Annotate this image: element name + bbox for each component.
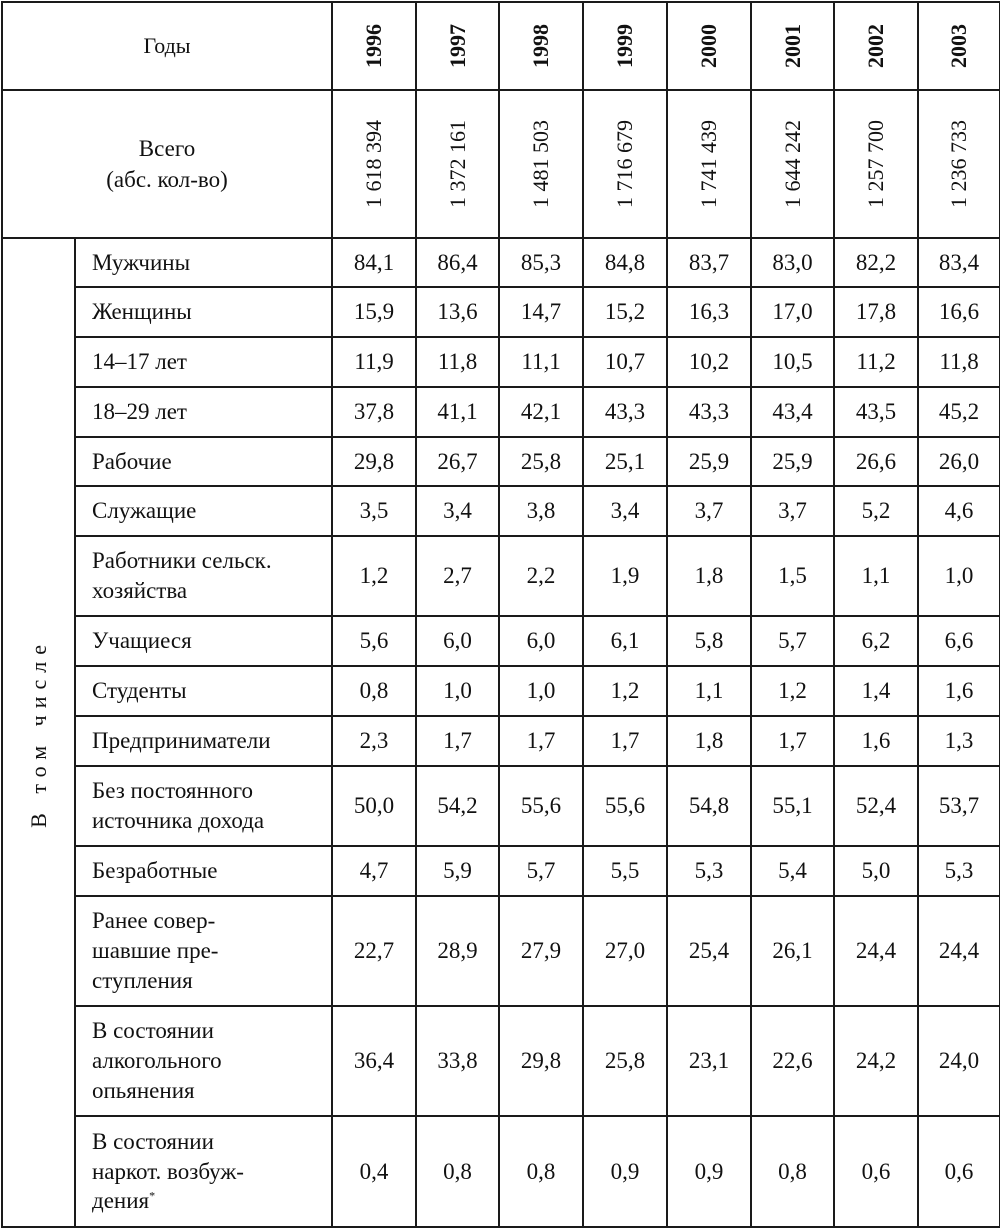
category-label xyxy=(75,846,332,896)
data-row xyxy=(2,536,1000,616)
statistics-table xyxy=(1,1,1000,1228)
value-cell: 1,7 xyxy=(751,716,834,766)
value-cell: 3,5 xyxy=(332,486,416,536)
value-cell: 6,0 xyxy=(499,616,583,666)
value-cell: 5,4 xyxy=(751,846,834,896)
total-value: 1 236 733 xyxy=(946,120,972,208)
value-cell: 26,0 xyxy=(918,437,1000,486)
value-cell: 11,2 xyxy=(834,337,918,387)
value-cell: 84,1 xyxy=(332,238,416,287)
category-label-line xyxy=(92,1157,331,1187)
value-cell: 28,9 xyxy=(416,896,499,1006)
value-cell: 1,0 xyxy=(499,666,583,716)
value-cell: 24,2 xyxy=(834,1006,918,1116)
value-cell: 26,1 xyxy=(751,896,834,1006)
category-label xyxy=(75,486,332,536)
value-cell: 25,4 xyxy=(667,896,751,1006)
value-cell: 11,8 xyxy=(918,337,1000,387)
data-row xyxy=(2,437,1000,486)
category-label-text: Студенты xyxy=(92,678,187,704)
year-label: 2003 xyxy=(946,24,972,68)
value-cell: 5,7 xyxy=(499,846,583,896)
value-cell: 36,4 xyxy=(332,1006,416,1116)
value-cell: 6,1 xyxy=(583,616,667,666)
value-cell: 37,8 xyxy=(332,387,416,437)
value-cell: 5,8 xyxy=(667,616,751,666)
value-cell: 0,8 xyxy=(751,1116,834,1227)
value-cell: 22,7 xyxy=(332,896,416,1006)
value-cell: 25,8 xyxy=(499,437,583,486)
value-cell: 11,9 xyxy=(332,337,416,387)
total-value-cell xyxy=(416,90,499,238)
value-cell: 14,7 xyxy=(499,287,583,337)
category-label-line xyxy=(92,1186,331,1216)
category-label-line xyxy=(92,726,331,756)
year-label: 1996 xyxy=(361,24,387,68)
value-cell: 1,8 xyxy=(667,536,751,616)
value-cell: 11,8 xyxy=(416,337,499,387)
category-label xyxy=(75,766,332,846)
data-row xyxy=(2,716,1000,766)
value-cell: 41,1 xyxy=(416,387,499,437)
category-label xyxy=(75,666,332,716)
category-label xyxy=(75,238,332,287)
total-value-cell xyxy=(583,90,667,238)
value-cell: 1,0 xyxy=(918,536,1000,616)
value-cell: 3,7 xyxy=(667,486,751,536)
category-label-line xyxy=(92,676,331,706)
value-cell: 27,9 xyxy=(499,896,583,1006)
value-cell: 23,1 xyxy=(667,1006,751,1116)
data-row xyxy=(2,1006,1000,1116)
total-value-cell xyxy=(918,90,1000,238)
category-label xyxy=(75,287,332,337)
value-cell: 83,4 xyxy=(918,238,1000,287)
value-cell: 1,6 xyxy=(918,666,1000,716)
category-label-text: Женщины xyxy=(92,299,192,325)
value-cell: 6,6 xyxy=(918,616,1000,666)
category-label-line xyxy=(92,297,331,327)
value-cell: 17,0 xyxy=(751,287,834,337)
value-cell: 0,8 xyxy=(499,1116,583,1227)
year-label: 1998 xyxy=(528,24,554,68)
value-cell: 3,4 xyxy=(583,486,667,536)
year-label: 2002 xyxy=(863,24,889,68)
value-cell: 83,7 xyxy=(667,238,751,287)
category-label-text: Без постоянного xyxy=(92,778,253,804)
value-cell: 10,2 xyxy=(667,337,751,387)
value-cell: 83,0 xyxy=(751,238,834,287)
value-cell: 5,7 xyxy=(751,616,834,666)
value-cell: 0,6 xyxy=(918,1116,1000,1227)
category-label xyxy=(75,437,332,486)
value-cell: 1,2 xyxy=(583,666,667,716)
category-label-line xyxy=(92,1127,331,1157)
category-label-line xyxy=(92,248,331,278)
value-cell: 25,8 xyxy=(583,1006,667,1116)
year-header-cell xyxy=(499,2,583,90)
total-value: 1 618 394 xyxy=(361,120,387,208)
value-cell: 1,7 xyxy=(499,716,583,766)
value-cell: 33,8 xyxy=(416,1006,499,1116)
category-label xyxy=(75,896,332,1006)
data-row xyxy=(2,238,1000,287)
value-cell: 16,3 xyxy=(667,287,751,337)
value-cell: 54,8 xyxy=(667,766,751,846)
value-cell: 5,5 xyxy=(583,846,667,896)
total-value: 1 372 161 xyxy=(444,120,470,208)
year-header-cell xyxy=(332,2,416,90)
value-cell: 5,6 xyxy=(332,616,416,666)
year-header-cell xyxy=(583,2,667,90)
year-header-cell xyxy=(667,2,751,90)
value-cell: 54,2 xyxy=(416,766,499,846)
data-row xyxy=(2,666,1000,716)
value-cell: 55,1 xyxy=(751,766,834,846)
category-label-line xyxy=(92,1016,331,1046)
category-label xyxy=(75,536,332,616)
value-cell: 5,0 xyxy=(834,846,918,896)
category-label-line xyxy=(92,546,331,576)
value-cell: 0,8 xyxy=(332,666,416,716)
value-cell: 50,0 xyxy=(332,766,416,846)
category-label-line xyxy=(92,1046,331,1076)
year-header-cell xyxy=(416,2,499,90)
year-label: 1999 xyxy=(612,24,638,68)
category-label-text: 18–29 лет xyxy=(92,399,187,425)
data-row xyxy=(2,766,1000,846)
totals-label xyxy=(2,90,332,238)
category-label-text: Служащие xyxy=(92,498,197,524)
category-label-text: хозяйства xyxy=(92,578,188,603)
category-label-text: Ранее совер- xyxy=(92,908,216,934)
value-cell: 86,4 xyxy=(416,238,499,287)
category-label-text: опьянения xyxy=(92,1077,195,1103)
value-cell: 53,7 xyxy=(918,766,1000,846)
category-label-line xyxy=(92,806,331,836)
value-cell: 1,4 xyxy=(834,666,918,716)
category-label-text: В состоянии xyxy=(92,1018,214,1044)
value-cell: 3,7 xyxy=(751,486,834,536)
value-cell: 82,2 xyxy=(834,238,918,287)
value-cell: 13,6 xyxy=(416,287,499,337)
total-value: 1 741 439 xyxy=(696,120,722,208)
value-cell: 1,1 xyxy=(667,666,751,716)
category-label-text: дения xyxy=(92,1188,150,1214)
category-label xyxy=(75,716,332,766)
category-label xyxy=(75,1006,332,1116)
value-cell: 29,8 xyxy=(499,1006,583,1116)
category-label-line xyxy=(92,397,331,427)
value-cell: 5,3 xyxy=(918,846,1000,896)
total-value-cell xyxy=(332,90,416,238)
category-label xyxy=(75,616,332,666)
years-header-row xyxy=(2,2,1000,90)
data-row xyxy=(2,1116,1000,1227)
value-cell: 43,3 xyxy=(667,387,751,437)
value-cell: 25,1 xyxy=(583,437,667,486)
value-cell: 1,2 xyxy=(751,666,834,716)
value-cell: 2,2 xyxy=(499,536,583,616)
value-cell: 1,8 xyxy=(667,716,751,766)
years-label: Годы xyxy=(2,2,332,90)
value-cell: 3,8 xyxy=(499,486,583,536)
totals-row xyxy=(2,90,1000,238)
category-label xyxy=(75,1116,332,1227)
category-label-text: Предприниматели xyxy=(92,728,271,754)
value-cell: 5,3 xyxy=(667,846,751,896)
data-row xyxy=(2,337,1000,387)
value-cell: 0,4 xyxy=(332,1116,416,1227)
data-row xyxy=(2,387,1000,437)
value-cell: 3,4 xyxy=(416,486,499,536)
data-row xyxy=(2,486,1000,536)
total-value: 1 716 679 xyxy=(612,120,638,208)
value-cell: 4,7 xyxy=(332,846,416,896)
value-cell: 0,8 xyxy=(416,1116,499,1227)
category-label-line xyxy=(92,1076,331,1106)
value-cell: 5,2 xyxy=(834,486,918,536)
category-label-line xyxy=(92,576,331,606)
value-cell: 45,2 xyxy=(918,387,1000,437)
total-value-cell xyxy=(751,90,834,238)
value-cell: 0,9 xyxy=(667,1116,751,1227)
value-cell: 25,9 xyxy=(667,437,751,486)
category-label-line xyxy=(92,966,331,996)
category-label-text: наркот. возбуж- xyxy=(92,1158,244,1184)
category-label-line xyxy=(92,856,331,886)
value-cell: 1,0 xyxy=(416,666,499,716)
total-value-cell xyxy=(834,90,918,238)
category-label-text: источника дохода xyxy=(92,808,265,833)
category-label-line xyxy=(92,626,331,656)
data-row xyxy=(2,846,1000,896)
category-label-text: Учащиеся xyxy=(92,628,192,654)
category-label-line xyxy=(92,447,331,477)
category-label-text: Рабочие xyxy=(92,448,172,474)
value-cell: 2,7 xyxy=(416,536,499,616)
value-cell: 11,1 xyxy=(499,337,583,387)
category-label-text: В состоянии xyxy=(92,1128,214,1154)
total-value-cell xyxy=(667,90,751,238)
data-row xyxy=(2,287,1000,337)
value-cell: 5,9 xyxy=(416,846,499,896)
category-label-text: алкогольного xyxy=(92,1048,222,1074)
value-cell: 22,6 xyxy=(751,1006,834,1116)
value-cell: 55,6 xyxy=(583,766,667,846)
total-value: 1 257 700 xyxy=(863,120,889,208)
value-cell: 1,3 xyxy=(918,716,1000,766)
value-cell: 43,5 xyxy=(834,387,918,437)
value-cell: 10,7 xyxy=(583,337,667,387)
value-cell: 24,4 xyxy=(918,896,1000,1006)
value-cell: 1,6 xyxy=(834,716,918,766)
value-cell: 85,3 xyxy=(499,238,583,287)
category-label-line xyxy=(92,496,331,526)
footnote-mark: * xyxy=(149,1188,156,1203)
year-header-cell xyxy=(834,2,918,90)
value-cell: 26,7 xyxy=(416,437,499,486)
value-cell: 43,4 xyxy=(751,387,834,437)
value-cell: 42,1 xyxy=(499,387,583,437)
value-cell: 0,6 xyxy=(834,1116,918,1227)
value-cell: 2,3 xyxy=(332,716,416,766)
category-label-text: ступления xyxy=(92,967,193,993)
value-cell: 27,0 xyxy=(583,896,667,1006)
value-cell: 1,2 xyxy=(332,536,416,616)
value-cell: 24,4 xyxy=(834,896,918,1006)
total-value: 1 644 242 xyxy=(779,120,805,208)
value-cell: 25,9 xyxy=(751,437,834,486)
value-cell: 29,8 xyxy=(332,437,416,486)
category-label xyxy=(75,387,332,437)
year-label: 2001 xyxy=(779,24,805,68)
total-value: 1 481 503 xyxy=(528,120,554,208)
data-row xyxy=(2,616,1000,666)
category-label-text: Работники сельск. xyxy=(92,548,272,574)
year-label: 2000 xyxy=(696,24,722,68)
value-cell: 84,8 xyxy=(583,238,667,287)
value-cell: 6,2 xyxy=(834,616,918,666)
value-cell: 55,6 xyxy=(499,766,583,846)
value-cell: 1,1 xyxy=(834,536,918,616)
value-cell: 1,7 xyxy=(583,716,667,766)
group-label-cell xyxy=(2,238,75,1227)
value-cell: 15,2 xyxy=(583,287,667,337)
value-cell: 1,9 xyxy=(583,536,667,616)
category-label-line xyxy=(92,906,331,936)
category-label-line xyxy=(92,776,331,806)
category-label xyxy=(75,337,332,387)
total-value-cell xyxy=(499,90,583,238)
category-label-text: Безработные xyxy=(92,858,218,884)
value-cell: 1,5 xyxy=(751,536,834,616)
category-label-line xyxy=(92,347,331,377)
value-cell: 52,4 xyxy=(834,766,918,846)
category-label-text: Мужчины xyxy=(92,249,191,275)
year-label: 1997 xyxy=(444,24,470,68)
value-cell: 15,9 xyxy=(332,287,416,337)
totals-label-line1: Всего xyxy=(138,135,196,161)
value-cell: 26,6 xyxy=(834,437,918,486)
value-cell: 17,8 xyxy=(834,287,918,337)
category-label-text: 14–17 лет xyxy=(92,349,187,375)
year-header-cell xyxy=(918,2,1000,90)
data-row xyxy=(2,896,1000,1006)
value-cell: 43,3 xyxy=(583,387,667,437)
value-cell: 24,0 xyxy=(918,1006,1000,1116)
totals-label-line2: (абс. кол-во) xyxy=(106,167,228,192)
value-cell: 4,6 xyxy=(918,486,1000,536)
year-header-cell xyxy=(751,2,834,90)
value-cell: 1,7 xyxy=(416,716,499,766)
value-cell: 16,6 xyxy=(918,287,1000,337)
category-label-text: шавшие пре- xyxy=(92,938,219,964)
value-cell: 0,9 xyxy=(583,1116,667,1227)
category-label-line xyxy=(92,936,331,966)
value-cell: 10,5 xyxy=(751,337,834,387)
group-label: В том числе xyxy=(25,637,51,828)
value-cell: 6,0 xyxy=(416,616,499,666)
